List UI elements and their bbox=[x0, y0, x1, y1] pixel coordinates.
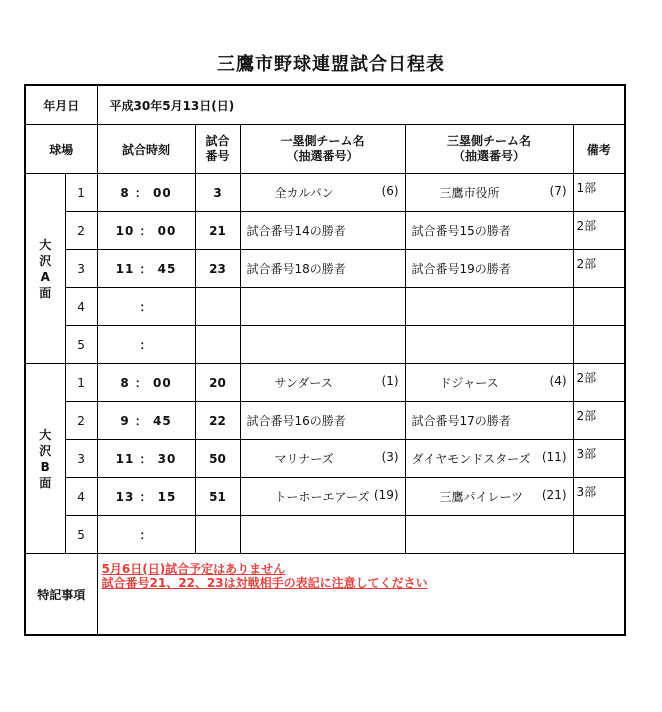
schedule-row bbox=[25, 288, 625, 326]
schedule-row bbox=[25, 250, 625, 288]
schedule-row bbox=[25, 174, 625, 212]
match-time: 11 ： 30 bbox=[97, 440, 195, 478]
first-base-team bbox=[240, 326, 405, 364]
match-note: 2部 bbox=[573, 364, 625, 402]
schedule-row bbox=[25, 212, 625, 250]
third-base-team bbox=[405, 440, 573, 478]
header-time: 試合時刻 bbox=[97, 125, 195, 174]
match-note: 2部 bbox=[573, 250, 625, 288]
third-base-team bbox=[405, 478, 573, 516]
field-group-char: 面 bbox=[39, 285, 52, 300]
row-index: 4 bbox=[65, 478, 97, 516]
header-match-no: 試合 番号 bbox=[195, 125, 240, 174]
header-row bbox=[25, 125, 625, 174]
third-base-team bbox=[405, 364, 573, 402]
field-group-char: 大 bbox=[39, 427, 52, 442]
field-group-char: B bbox=[40, 459, 50, 474]
third-base-team bbox=[405, 326, 573, 364]
match-note: 1部 bbox=[573, 174, 625, 212]
team-name: サンダース bbox=[274, 376, 333, 390]
match-time: 8 ： 00 bbox=[97, 364, 195, 402]
header-first-base-team: 一塁側チーム名 （抽選番号） bbox=[240, 125, 405, 174]
third-base-team bbox=[405, 516, 573, 554]
row-index: 3 bbox=[65, 440, 97, 478]
draw-number: (4) bbox=[549, 374, 567, 388]
team-name: 試合番号18の勝者 bbox=[246, 262, 346, 276]
match-number bbox=[195, 288, 240, 326]
match-time: ： bbox=[97, 516, 195, 554]
match-number: 50 bbox=[195, 440, 240, 478]
draw-number: (1) bbox=[381, 374, 399, 388]
match-number bbox=[195, 516, 240, 554]
draw-number: (3) bbox=[381, 450, 399, 464]
team-name: 試合番号14の勝者 bbox=[246, 224, 346, 238]
draw-number: (6) bbox=[381, 184, 399, 198]
match-time: 10 ： 00 bbox=[97, 212, 195, 250]
schedule-row bbox=[25, 364, 625, 402]
draw-number: (21) bbox=[541, 488, 567, 502]
third-base-team bbox=[405, 288, 573, 326]
team-name: 全カルパン bbox=[274, 186, 334, 200]
draw-number: (19) bbox=[373, 488, 399, 502]
team-name: 試合番号15の勝者 bbox=[411, 224, 511, 238]
team-name: 試合番号19の勝者 bbox=[411, 262, 511, 276]
schedule-row bbox=[25, 402, 625, 440]
date-label: 年月日 bbox=[25, 85, 97, 125]
first-base-team bbox=[240, 516, 405, 554]
schedule-row bbox=[25, 478, 625, 516]
draw-number: (11) bbox=[541, 450, 567, 464]
first-base-team bbox=[240, 440, 405, 478]
match-number: 21 bbox=[195, 212, 240, 250]
match-number: 3 bbox=[195, 174, 240, 212]
schedule-row bbox=[25, 326, 625, 364]
date-value: 平成30年5月13日(日) bbox=[97, 85, 625, 125]
team-name: マリナーズ bbox=[274, 452, 334, 466]
draw-number: (7) bbox=[549, 184, 567, 198]
special-note-line: 試合番号21、22、23は対戦相手の表記に注意してください bbox=[101, 576, 428, 590]
row-index: 1 bbox=[65, 174, 97, 212]
team-name: 試合番号17の勝者 bbox=[411, 414, 511, 428]
match-note bbox=[573, 288, 625, 326]
field-group-label bbox=[25, 174, 65, 364]
header-notes: 備考 bbox=[573, 125, 625, 174]
row-index: 4 bbox=[65, 288, 97, 326]
field-group-char: 面 bbox=[39, 475, 52, 490]
first-base-team bbox=[240, 174, 405, 212]
schedule-table bbox=[24, 84, 626, 636]
third-base-team bbox=[405, 402, 573, 440]
special-notes-text bbox=[97, 554, 625, 636]
match-note bbox=[573, 516, 625, 554]
first-base-team bbox=[240, 288, 405, 326]
row-index: 2 bbox=[65, 402, 97, 440]
field-group-char: 大 bbox=[39, 237, 52, 252]
match-number: 20 bbox=[195, 364, 240, 402]
row-index: 5 bbox=[65, 516, 97, 554]
field-group-char: 沢 bbox=[39, 253, 52, 268]
match-number: 22 bbox=[195, 402, 240, 440]
row-index: 5 bbox=[65, 326, 97, 364]
row-index: 2 bbox=[65, 212, 97, 250]
first-base-team bbox=[240, 402, 405, 440]
row-index: 1 bbox=[65, 364, 97, 402]
match-time: 11 ： 45 bbox=[97, 250, 195, 288]
match-note: 3部 bbox=[573, 478, 625, 516]
third-base-team bbox=[405, 250, 573, 288]
special-notes-label: 特記事項 bbox=[25, 554, 97, 636]
header-field: 球場 bbox=[25, 125, 97, 174]
team-name: ダイヤモンドスターズ bbox=[411, 452, 531, 466]
match-note bbox=[573, 326, 625, 364]
special-note-line: 5月6日(日)試合予定はありません bbox=[101, 562, 286, 576]
row-index: 3 bbox=[65, 250, 97, 288]
match-time: ： bbox=[97, 326, 195, 364]
match-time: 9 ： 45 bbox=[97, 402, 195, 440]
page-title: 三鷹市野球連盟試合日程表 bbox=[217, 54, 445, 75]
match-time: 13 ： 15 bbox=[97, 478, 195, 516]
field-group-char: 沢 bbox=[39, 443, 52, 458]
team-name: ドジャース bbox=[439, 376, 499, 390]
match-note: 2部 bbox=[573, 212, 625, 250]
match-number: 23 bbox=[195, 250, 240, 288]
field-group-char: A bbox=[40, 269, 50, 284]
team-name: 試合番号16の勝者 bbox=[246, 414, 346, 428]
field-group-label bbox=[25, 364, 65, 554]
match-note: 3部 bbox=[573, 440, 625, 478]
header-third-base-team: 三塁側チーム名 （抽選番号） bbox=[405, 125, 573, 174]
match-time: 8 ： 00 bbox=[97, 174, 195, 212]
team-name: トーホーエアーズ bbox=[274, 490, 370, 504]
date-row bbox=[25, 85, 625, 125]
special-notes-row bbox=[25, 554, 625, 636]
match-time: ： bbox=[97, 288, 195, 326]
schedule-row bbox=[25, 440, 625, 478]
third-base-team bbox=[405, 212, 573, 250]
schedule-row bbox=[25, 516, 625, 554]
first-base-team bbox=[240, 478, 405, 516]
first-base-team bbox=[240, 364, 405, 402]
match-note: 2部 bbox=[573, 402, 625, 440]
team-name: 三鷹パイレーツ bbox=[439, 490, 524, 504]
first-base-team bbox=[240, 250, 405, 288]
first-base-team bbox=[240, 212, 405, 250]
third-base-team bbox=[405, 174, 573, 212]
team-name: 三鷹市役所 bbox=[439, 186, 500, 200]
match-number bbox=[195, 326, 240, 364]
match-number: 51 bbox=[195, 478, 240, 516]
